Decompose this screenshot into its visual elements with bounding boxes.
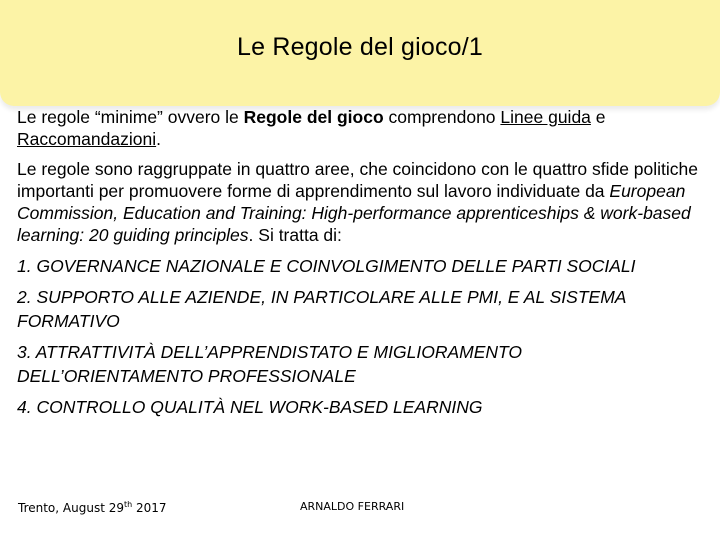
footer-date-text: Trento, August 29 — [18, 501, 124, 515]
area-item-3: 3. ATTRATTIVITÀ DELL’APPRENDISTATO E MIGLIORAMENTO DELL’ORIENTAMENTO PROFESSIONALE — [17, 342, 522, 386]
intro-text-2: comprendono — [383, 107, 501, 127]
footer-year: 2017 — [132, 501, 167, 515]
slide-title: Le Regole del gioco/1 — [236, 32, 484, 61]
footer-author: ARNALDO FERRARI — [300, 500, 405, 513]
link-linee-guida[interactable]: Linee guida — [500, 107, 591, 127]
intro-text-1: Le regole “minime” ovvero le — [17, 107, 244, 127]
link-raccomandazioni[interactable]: Raccomandazioni — [17, 129, 157, 149]
footer-date-suffix: th — [123, 500, 133, 509]
areas-text-1: Le regole sono raggruppate in quattro aree, che coincidono con le quattro sfide politiche importanti per promuovere forme di apprendimento sul lavoro individuate da — [17, 159, 699, 201]
intro-paragraph — [17, 106, 707, 150]
intro-text-3: e — [590, 107, 606, 127]
areas-paragraph — [17, 158, 707, 246]
slide-body — [17, 106, 707, 426]
area-item-4: 4. CONTROLLO QUALITÀ NEL WORK-BASED LEARNING — [17, 397, 483, 417]
areas-text-2: . Si tratta di: — [248, 225, 342, 245]
intro-text-4: . — [156, 129, 161, 149]
footer-place-date — [18, 500, 167, 515]
area-item-1: 1. GOVERNANCE NAZIONALE E COINVOLGIMENTO DELLE PARTI SOCIALI — [17, 256, 636, 276]
source-citation: European Commission, Education and Training: High-performance apprenticeships & work-based learning: 20 guiding principles — [17, 181, 691, 245]
intro-bold-text: Regole del gioco — [243, 107, 384, 127]
area-item-2: 2. SUPPORTO ALLE AZIENDE, IN PARTICOLARE ALLE PMI, E AL SISTEMA FORMATIVO — [17, 287, 626, 331]
title-banner — [0, 0, 720, 106]
